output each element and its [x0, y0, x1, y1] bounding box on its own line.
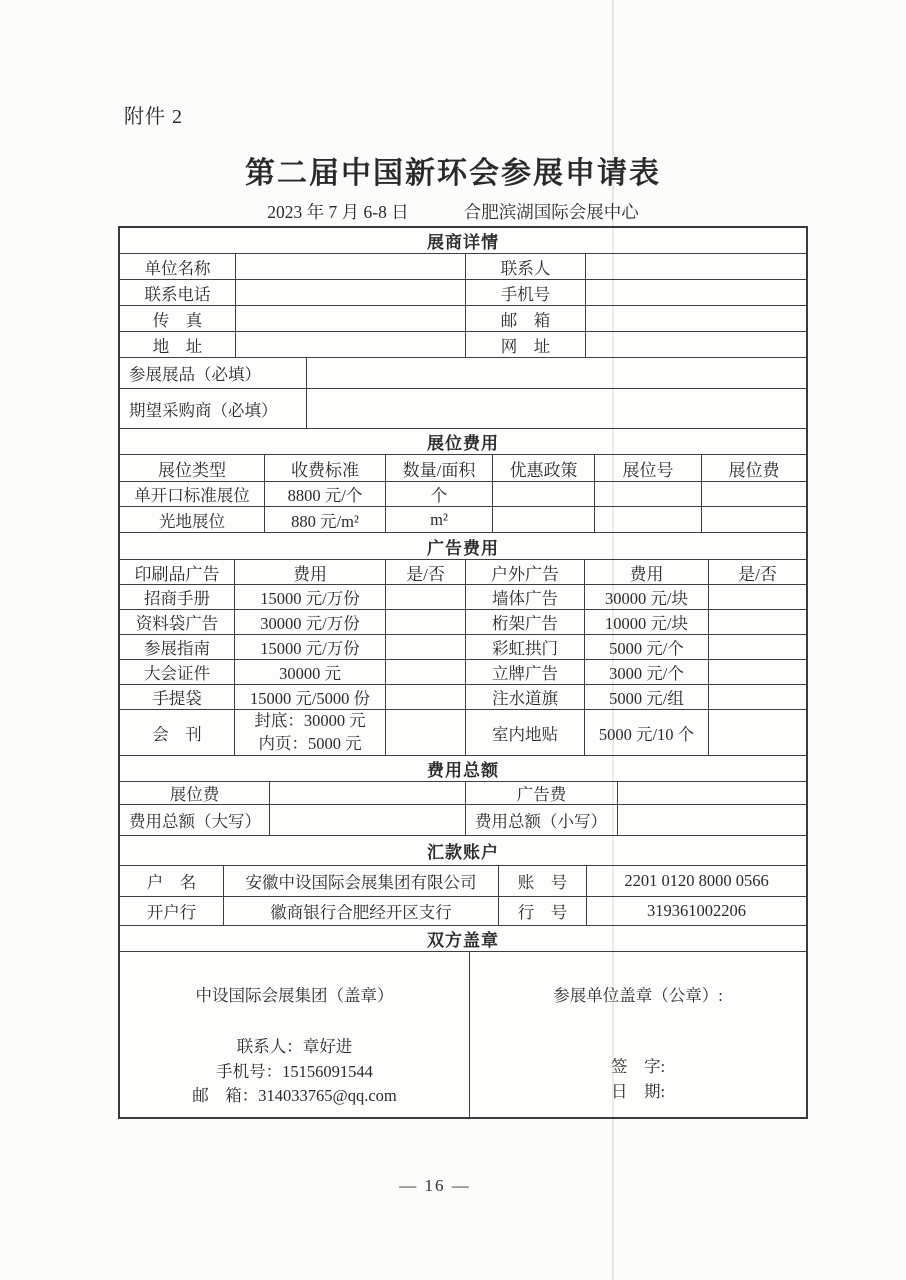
booth-discount-header: 优惠政策	[492, 455, 594, 481]
ads-outdoor-yn-cell	[708, 585, 806, 609]
exhibits-value	[306, 358, 806, 388]
booth-number-header: 展位号	[594, 455, 701, 481]
row-expected-buyers	[120, 388, 806, 428]
expected-buyers-value	[306, 389, 806, 428]
row-exhibits	[120, 357, 806, 388]
address-label: 地 址	[152, 336, 203, 356]
signature-label: 签 字:	[610, 1056, 666, 1076]
ads-outdoor-fee-cell: 10000 元/块	[584, 610, 708, 634]
organizer-email: 邮 箱：314033765@qq.com	[192, 1086, 397, 1106]
ads-outdoor-yn-cell	[708, 635, 806, 659]
account-name-label: 户 名	[146, 873, 197, 892]
ads-outdoor-fee-cell: 30000 元/块	[584, 585, 708, 609]
expected-buyers-label: 期望采购商（必填）	[129, 400, 278, 420]
account-name-value: 安徽中设国际会展集团有限公司	[223, 866, 498, 896]
ads-print-fee-cell: 15000 元/万份	[234, 635, 385, 659]
ads-print-fee-cell: 30000 元/万份	[234, 610, 385, 634]
ads-outdoor-fee-cell: 3000 元/个	[584, 660, 708, 684]
ads-outdoor-fee-cell: 5000 元/个	[584, 635, 708, 659]
bank-number-value: 319361002206	[586, 897, 806, 925]
ads-print-cell: 手提袋	[152, 689, 202, 708]
website-value	[585, 332, 806, 357]
attachment-label: 附件 2	[124, 106, 183, 128]
ads-outdoor-yn-cell	[708, 610, 806, 634]
ads-print-fee-cell: 15000 元/5000 份	[234, 685, 385, 709]
date-label: 日 期:	[610, 1081, 666, 1101]
section-seals: 双方盖章	[120, 925, 806, 951]
ads-print-fee-header: 费用	[234, 560, 385, 584]
ads-outdoor-cell: 注水道旗	[465, 685, 584, 709]
journal-label-cell: 会 刊	[152, 724, 202, 744]
seals-row	[120, 951, 806, 1117]
booth-header-row	[120, 454, 806, 481]
remittance-row-1	[120, 865, 806, 896]
ads-outdoor-cell: 桁架广告	[465, 610, 584, 634]
totals-row-1	[120, 781, 806, 804]
ad-fee-total-label: 广告费	[465, 782, 617, 804]
ads-print-fee-cell: 30000 元	[234, 660, 385, 684]
indoor-floor-sticker-yn-cell	[708, 710, 806, 755]
section-total-fees: 费用总额	[120, 755, 806, 781]
event-date: 2023 年 7 月 6-8 日	[267, 202, 409, 222]
organizer-seal-label: 中设国际会展集团（盖章）	[195, 986, 394, 1005]
booth-row-standard	[120, 481, 806, 506]
ads-print-fee-cell: 15000 元/万份	[234, 585, 385, 609]
company-name-label: 单位名称	[144, 258, 211, 278]
organizer-seal-cell	[120, 952, 469, 1117]
email-label: 邮 箱	[465, 306, 585, 331]
remittance-row-2	[120, 896, 806, 925]
ads-print-cell: 参展指南	[144, 639, 210, 658]
total-amount-figures-label: 费用总额（小写）	[465, 805, 617, 835]
booth-type-header: 展位类型	[158, 460, 226, 480]
section-exhibitor-details: 展商详情	[427, 233, 499, 252]
ads-outdoor-cell: 立牌广告	[465, 660, 584, 684]
exhibits-label: 参展展品（必填）	[129, 365, 261, 384]
contact-person-label: 联系人	[465, 254, 585, 279]
ads-print-yn-cell	[385, 585, 465, 609]
row-address	[120, 331, 806, 357]
booth-qty-cell: 个	[385, 482, 492, 506]
fax-value	[235, 306, 465, 331]
total-amount-figures-value	[617, 805, 806, 835]
booth-fee-total-label: 展位费	[169, 785, 220, 804]
section-remittance-account: 汇款账户	[120, 835, 806, 865]
ads-print-yn-header: 是/否	[385, 560, 465, 584]
row-phone	[120, 279, 806, 305]
ads-row-2	[120, 609, 806, 634]
section-ad-fees: 广告费用	[120, 532, 806, 559]
ads-row-3	[120, 634, 806, 659]
bank-number-label: 行 号	[498, 897, 586, 925]
booth-type-cell: 单开口标准展位	[134, 486, 250, 505]
account-number-label: 账 号	[498, 866, 586, 896]
booth-fee-header: 展位费	[701, 455, 806, 481]
bank-value: 徽商银行合肥经开区支行	[223, 897, 498, 925]
ads-print-yn-cell	[385, 610, 465, 634]
booth-discount-cell	[492, 482, 594, 506]
booth-price-cell: 8800 元/个	[264, 482, 385, 506]
contact-person-value	[585, 254, 806, 279]
event-venue: 合肥滨湖国际会展中心	[463, 202, 639, 222]
journal-yn-cell	[385, 710, 465, 755]
website-label: 网 址	[465, 332, 585, 357]
booth-number-cell	[594, 507, 701, 532]
journal-fee-cell	[234, 710, 385, 755]
ads-outdoor-header: 户外广告	[465, 560, 584, 584]
bank-label: 开户行	[146, 903, 197, 922]
booth-price-cell: 880 元/m²	[264, 507, 385, 532]
row-company-name	[120, 253, 806, 279]
booth-qty-header: 数量/面积	[385, 455, 492, 481]
phone-label: 联系电话	[144, 284, 211, 304]
total-amount-words-label: 费用总额（大写）	[129, 812, 261, 831]
mobile-value	[585, 280, 806, 305]
ads-row-1	[120, 584, 806, 609]
journal-fee-inner-page: 内页：5000 元	[258, 733, 362, 753]
ads-outdoor-fee-cell: 5000 元/组	[584, 685, 708, 709]
section-booth-fees: 展位费用	[120, 428, 806, 454]
exhibitor-seal-cell	[469, 952, 806, 1117]
booth-number-cell	[594, 482, 701, 506]
organizer-mobile: 手机号：15156091544	[216, 1061, 373, 1081]
ads-print-header: 印刷品广告	[134, 564, 220, 584]
journal-fee-back-cover: 封底：30000 元	[254, 711, 366, 731]
ads-row-journal	[120, 709, 806, 755]
ads-outdoor-yn-cell	[708, 660, 806, 684]
row-fax	[120, 305, 806, 331]
booth-qty-cell: m²	[385, 507, 492, 532]
booth-fee-cell	[701, 482, 806, 506]
email-value	[585, 306, 806, 331]
ads-row-4	[120, 659, 806, 684]
ads-row-5	[120, 684, 806, 709]
booth-discount-cell	[492, 507, 594, 532]
account-number-value: 2201 0120 8000 0566	[586, 866, 806, 896]
ads-outdoor-yn-header: 是/否	[708, 560, 806, 584]
ads-print-cell: 招商手册	[144, 589, 210, 608]
address-value	[235, 332, 465, 357]
page-number: — 16 —	[399, 1176, 471, 1195]
page-title: 第二届中国新环会参展申请表	[245, 157, 661, 190]
application-form-table	[118, 226, 808, 1119]
booth-type-cell: 光地展位	[159, 511, 225, 531]
ads-print-cell: 大会证件	[144, 664, 210, 683]
fax-label: 传 真	[152, 310, 203, 330]
ads-print-yn-cell	[385, 660, 465, 684]
booth-row-raw-space	[120, 506, 806, 532]
indoor-floor-sticker-cell: 室内地贴	[465, 710, 584, 755]
booth-price-header: 收费标准	[264, 455, 385, 481]
ads-outdoor-cell: 彩虹拱门	[465, 635, 584, 659]
ads-outdoor-yn-cell	[708, 685, 806, 709]
ads-header-row	[120, 559, 806, 584]
ads-print-yn-cell	[385, 635, 465, 659]
ads-print-cell: 资料袋广告	[135, 614, 219, 633]
exhibitor-seal-label: 参展单位盖章（公章）:	[553, 986, 723, 1005]
ads-print-yn-cell	[385, 685, 465, 709]
totals-row-2	[120, 804, 806, 835]
phone-value	[235, 280, 465, 305]
mobile-label: 手机号	[465, 280, 585, 305]
booth-fee-cell	[701, 507, 806, 532]
ad-fee-total-value	[617, 782, 806, 804]
company-name-value	[235, 254, 465, 279]
indoor-floor-sticker-fee-cell: 5000 元/10 个	[584, 710, 708, 755]
ads-outdoor-cell: 墙体广告	[465, 585, 584, 609]
booth-fee-total-value	[269, 782, 465, 804]
organizer-contact: 联系人：章好进	[236, 1036, 353, 1056]
total-amount-words-value	[269, 805, 465, 835]
event-subtitle	[0, 199, 906, 224]
ads-outdoor-fee-header: 费用	[584, 560, 708, 584]
